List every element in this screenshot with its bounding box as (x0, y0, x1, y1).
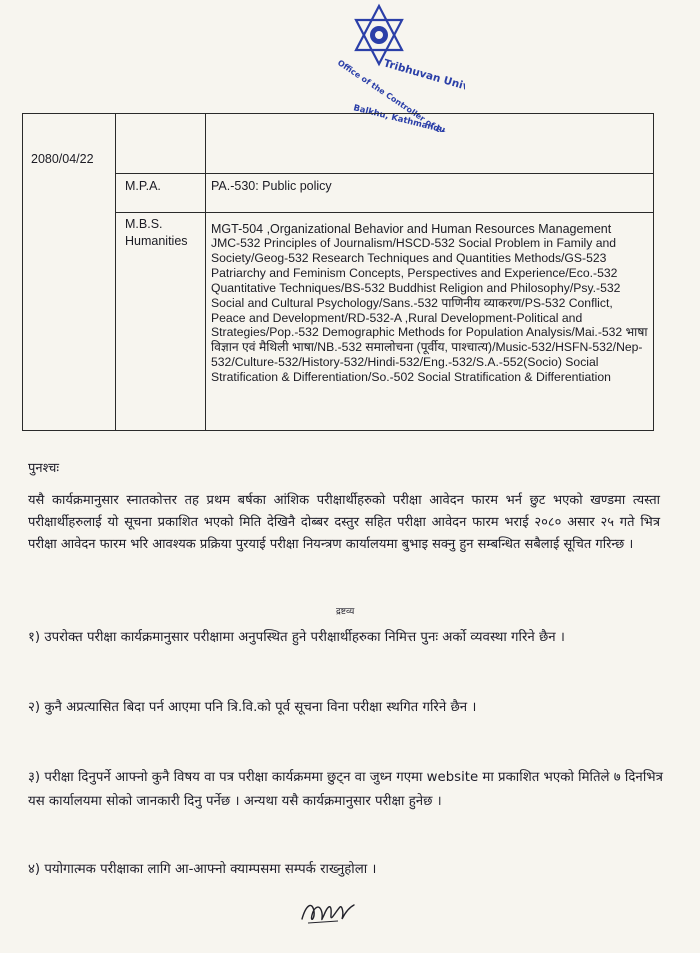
notes-heading: द्रष्टव्य (336, 607, 355, 617)
subject-cell: PA.-530: Public policy (211, 179, 332, 193)
postscript-heading: पुनश्चः (28, 461, 60, 476)
program-cell: M.P.A. (125, 179, 161, 193)
note-item: ४) पयोगात्मक परीक्षाका लागि आ-आफ्नो क्याम्पसमा सम्पर्क राख्नुहोला । (28, 862, 377, 877)
program-cell: Humanities (125, 234, 188, 248)
table-column-divider (205, 114, 206, 430)
subject-cell: MGT-504 ,Organizational Behavior and Human Resources Management (211, 222, 612, 236)
signature-scribble-icon (298, 893, 358, 931)
table-row-divider (115, 173, 653, 174)
note-item: १) उपरोक्त परीक्षा कार्यक्रमानुसार परीक्षामा अनुपस्थित हुने परीक्षार्थीहरुका निमित्त पुनः अर्को व्यवस्था गरिने छैन । (28, 630, 565, 645)
exam-date: 2080/04/22 (31, 152, 94, 166)
signature (298, 893, 358, 931)
program-cell: M.B.S. (125, 217, 163, 231)
exam-schedule-table (22, 113, 654, 431)
table-row-divider (115, 212, 653, 213)
stamp-line-3: Balkhu, Kathmandu (352, 103, 447, 132)
subject-cell: JMC-532 Principles of Journalism/HSCD-532 Social Problem in Family and Society/Geog-532 Research Techniques and Quantities Methods/GS-523 Patriarchy and Feminism Concepts, Perspectives and Experience/Eco.-532 Quantitative Techniques/BS-532 Buddhist Religion and Philosophy/Psy.-532 Social and Cultural Psychology/Sans.-532 पाणिनीय व्याकरण/PS-532 Conflict, Peace and Development/RD-532-A ,Rural Development-Political and Strategies/Pop.-532 Demographic Methods for Population Analysis/Mai.-532 भाषा विज्ञान एवं मैथिली भाषा/NB.-532 समालोचना (पूर्वीय, पाश्चात्य)/Music-532/HSFN-532/Nep-532/Culture-532/History-532/Hindi-532/Eng.-532/S.A.-552(Socio) Social Stratification & Differentiation/So.-502 Social Stratification & Differentiation (211, 236, 648, 385)
note-item: ३) परीक्षा दिनुपर्ने आफ्नो कुनै विषय वा पत्र परीक्षा कार्यक्रममा छुट्न वा जुध्न गएमा website मा प्रकाशित भएको मितिले ७ दिनभित्र यस कार्यालयमा सोको जानकारी दिनु पर्नेछ । अन्यथा यसै कार्यक्रमानुसार परीक्षा हुनेछ । (28, 770, 663, 809)
table-column-divider (115, 114, 116, 430)
stamp-line-1: Tribhuvan University (382, 57, 465, 103)
note-item: २) कुनै अप्रत्यासित बिदा पर्न आएमा पनि त्रि.वि.को पूर्व सूचना विना परीक्षा स्थगित गरिने छैन । (28, 700, 477, 715)
postscript-paragraph: यसै कार्यक्रमानुसार स्नातकोत्तर तह प्रथम बर्षका आंशिक परीक्षार्थीहरुको परीक्षा आवेदन फारम भर्न छुट भएको खण्डमा त्यस्ता परीक्षार्थीहरुलाई यो सूचना प्रकाशित भएको मिति देखिनै दोब्बर दस्तुर सहित परीक्षा आवेदन फारम भराई २०८० असार २५ गते भित्र परीक्षा आवेदन फारम भरि आवश्यक प्रक्रिया पुरयाई परीक्षा नियन्त्रण कार्यालयमा बुभाइ सक्नु हुन सम्बन्धित सबैलाई सूचित गरिन्छ । (28, 493, 660, 552)
stamp-line-2: Office of the Controller of (335, 58, 437, 131)
